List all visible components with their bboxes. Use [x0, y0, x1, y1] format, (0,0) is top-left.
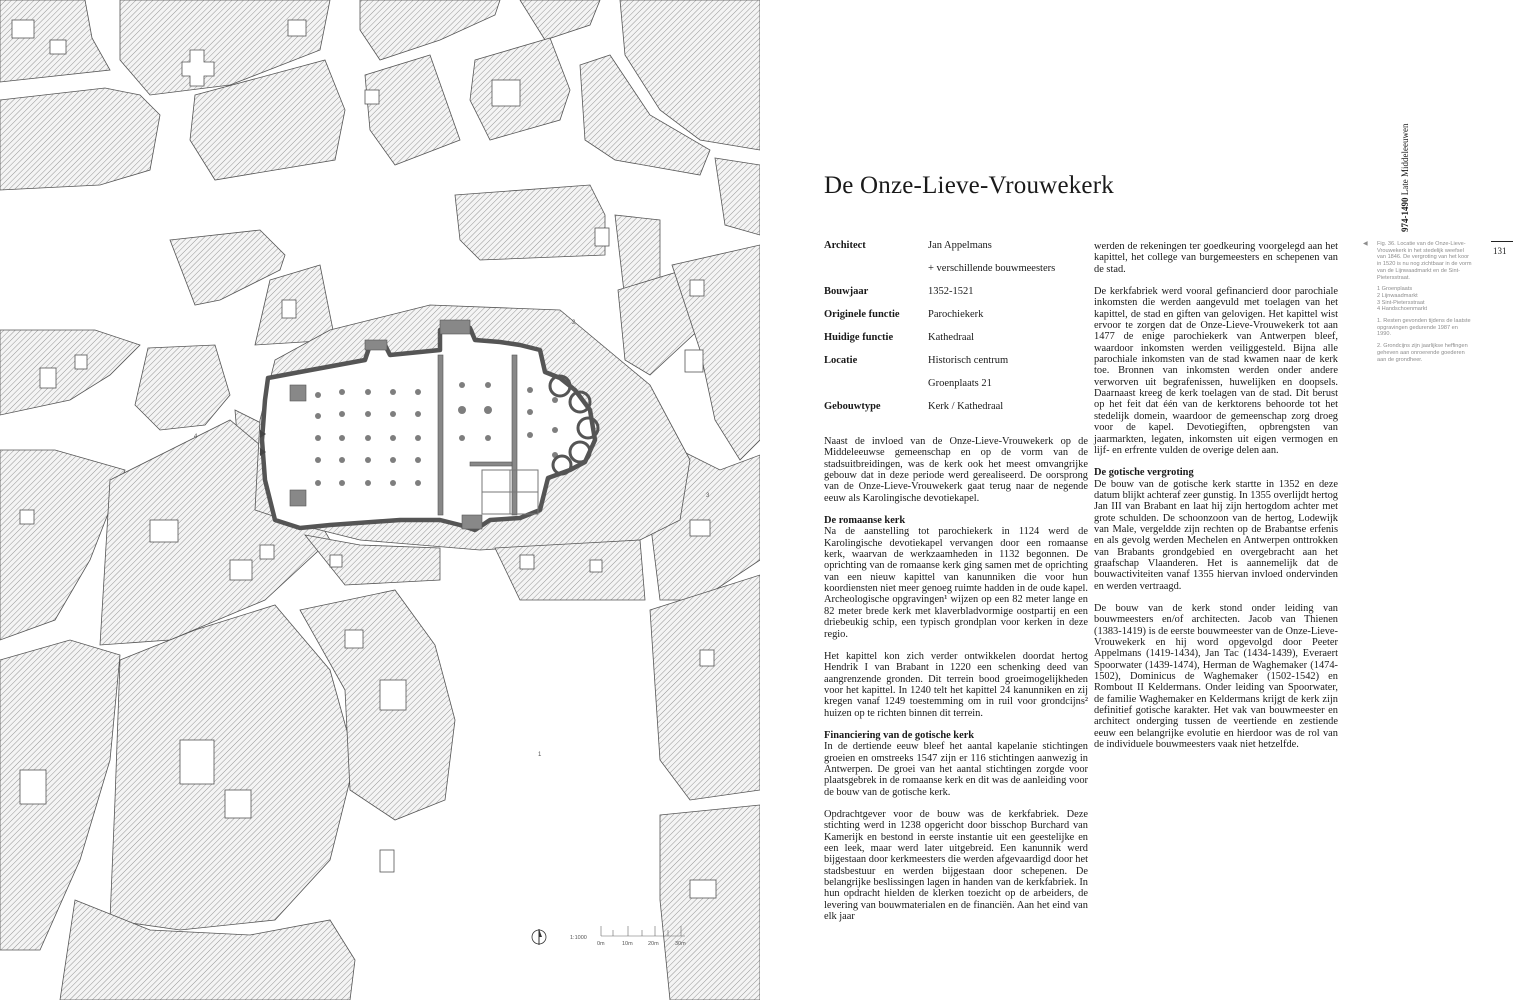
city-block — [520, 0, 600, 40]
city-block — [715, 158, 760, 235]
map-legend — [1377, 286, 1473, 313]
courtyard — [330, 555, 342, 567]
courtyard — [590, 560, 602, 572]
courtyard — [40, 368, 56, 388]
running-head — [1400, 52, 1410, 232]
city-block — [660, 805, 760, 1000]
paragraph-financiering-kerkfabriek: De kerkfabriek werd vooral gefinancierd door parochiale inkomsten die werden aangevuld met toelagen van het kapittel, de stad en giften van gelovigen. Het kapittel wist ervoor te zorgen dat de Onze-Lieve-Vrouwekerk tot aan 1477 de enige parochiekerk van Antwerpen bleef, waardoor inkomsten werden veiliggesteld. Bijna alle parochiale inkomsten van de stad kwamen naar de kerk toe. Bronnen van inkomsten werden onder andere verworven uit begrafenissen, huwelijken en doopsels. Daarnaast kreeg de kerk toelagen van de stad. Dit berust op het feit dat één van de kerktorens behoorde tot het stedelijk domein, waardoor de gemeenschap zorg droeg voor de kapel. Devotiegiften, opbrengsten van jaarmarkten, legaten, inkomsten uit eigen vermogen en lijf- en erfrente vulden de overige delen aan. — [1094, 286, 1338, 456]
courtyard — [282, 300, 296, 318]
scale-tick-30: 30m — [675, 941, 686, 947]
city-block — [650, 575, 760, 800]
spec-row-architect — [824, 240, 1074, 263]
courtyard — [230, 560, 252, 580]
scale-tick-0: 0m — [597, 941, 605, 947]
courtyard — [260, 545, 274, 559]
sidenotes — [1363, 241, 1473, 368]
courtyard — [520, 555, 534, 569]
spec-value: Kathedraal — [928, 332, 975, 343]
courtyard — [700, 650, 714, 666]
city-block — [0, 88, 160, 190]
spec-row-architect-extra — [824, 263, 1074, 286]
spec-value: Groenplaats 21 — [928, 378, 992, 389]
running-head-period: 974-1490 — [1400, 197, 1410, 232]
spec-table — [824, 240, 1074, 424]
courtyard — [150, 520, 178, 542]
courtyard — [20, 510, 34, 524]
spec-row-bouwjaar — [824, 286, 1074, 309]
spec-row-locatie — [824, 355, 1074, 378]
heading-romaanse-kerk: De romaanse kerk — [824, 515, 906, 527]
page-title: De Onze-Lieve-Vrouwekerk — [824, 172, 1114, 199]
city-block — [0, 640, 120, 950]
spec-value: Jan Appelmans — [928, 240, 992, 251]
city-block — [110, 605, 355, 930]
spec-label: Originele functie — [824, 309, 900, 320]
spec-row-gebouwtype — [824, 401, 1074, 424]
scale-tick-20: 20m — [648, 941, 659, 947]
legend-item: 3 Sint-Pietersstraat — [1377, 299, 1425, 306]
city-block — [360, 0, 500, 60]
courtyard — [492, 80, 520, 106]
page-number: 131 — [1493, 246, 1507, 256]
spec-value: Historisch centrum — [928, 355, 1009, 366]
city-block — [495, 540, 645, 600]
paragraph-bouwmeesters: De bouw van de kerk stond onder leiding van bouwmeesters en/of architecten. Jacob van Thienen (1383-1419) is de eerste bouwmeester van de Onze-Lieve-Vrouwekerk en hij word opgevolgd door Peeter Appelmans (1419-1434), Jan Tac (1434-1439), Everaert Spoorwater (1439-1474), Herman de Waghemaker (1474-1502), Dominicus de Waghemaker (1502-1542) en Rombout II Keldermans. Onder leiding van Spoorwater, de familie Waghemaker en Keldermans krijgt de kerk zijn definitief gotische karakter. Het vak van bouwmeester en architect onderging tussen de veertiende en zestiende eeuw een belangrijke evolutie en hierdoor was de rol van de individuele bouwmeesters vaak niet hetzelfde. — [1094, 602, 1338, 751]
spec-value: 1352-1521 — [928, 286, 974, 297]
city-block — [455, 185, 605, 260]
footnote-2: 2. Grondcijns zijn jaarlijkse heffingen geheven aan onroerende goederen aan de grondheer. — [1377, 343, 1468, 363]
spec-label: Bouwjaar — [824, 286, 869, 297]
courtyard — [690, 520, 710, 536]
courtyard — [345, 630, 363, 648]
legend-item: 4 Handschoenmarkt — [1377, 306, 1428, 313]
courtyard — [690, 280, 704, 296]
spec-value: + verschillende bouwmeesters — [928, 263, 1056, 274]
scale-tick-10: 10m — [622, 941, 633, 947]
paragraph-kapittel: Het kapittel kon zich verder ontwikkelen doordat hertog Hendrik I van Brabant in 1220 een schenking deed van aangrenzende gronden. Dit terrein bood groeimogelijkheden voor het kapittel. In 1240 telt het kapittel 24 kanunniken en zij kregen vanaf 1249 toestemming om in ruil voor grondcijns² huizen op te richten binnen dit terrein. — [824, 650, 1088, 719]
paragraph-kerkfabriek: Opdrachtgever voor de bouw was de kerkfabriek. Deze stichting werd in 1238 opgericht door bisschop Burchard van Kamerijk en bestond in eerste instantie uit een geestelijke en een leek, maar werd later uitgebreid. Een kanunnik werd bijgestaan door kerkmeesters die werden afgevaardigd door het stadsbestuur en werden bijgestaan door schepenen. De belangrijke beslissingen lagen in handen van de kerkfabriek. In hun opdracht hielden de klerken toezicht op de arbeiders, de levering van bouwmaterialen en de financiën. Aan het eind van elk jaar — [824, 808, 1088, 923]
legend-item: 2 Lijnwaadmarkt — [1377, 292, 1418, 299]
map-label-2: 2 — [572, 320, 576, 326]
courtyard — [380, 850, 394, 872]
paragraph-rekeningen: werden de rekeningen ter goedkeuring voorgelegd aan het kapittel, het college van burgemeesters en schepenen van de stad. — [1094, 241, 1338, 275]
paragraph-gotische-vergroting: De bouw van de gotische kerk startte in 1352 en deze datum blijkt achteraf zeer gunstig. In 1355 overlijdt hertog Jan III van Brabant en laat hij zijn hertogdom achter met grote schulden. De schoonzoon van de hertog, Lodewijk van Male, vergeldde zijn rechten op de Brabantse erfenis en als gevolg werden Mechelen en Antwerpen onttrokken van Brabants grondgebied en overgebracht aan het graafschap Vlaanderen. Het is aannemelijk dat de bouwactiviteiten vanaf 1355 hiervan invloed ondervinden en werden vertraagd. — [1094, 478, 1338, 592]
heading-financiering: Financiering van de gotische kerk — [824, 729, 975, 741]
map-label-4: 4 — [194, 434, 198, 440]
spec-value: Kerk / Kathedraal — [928, 401, 1004, 412]
courtyard — [690, 880, 716, 898]
paragraph-romaanse-kerk: Na de aanstelling tot parochiekerk in 1124 werd de Karolingische devotiekapel vervangen door een romaanse kerk, waarvan de werkzaamheden in 1132 begonnen. De oprichting van de romaanse kerk ging samen met de oprichting van een nieuw kapittel van kanunniken die voor hun koordiensten niet meer genoeg ruimte hadden in de oude kapel. Archeologische opgravingen¹ wijzen op een 82 meter lange en 82 meter brede kerk met klaverbladvormige oostpartij en een driebeukig schip, een typisch grondplan voor kerken in deze regio. — [824, 526, 1088, 640]
spec-row-adres — [824, 378, 1074, 401]
city-block — [135, 345, 230, 430]
page-number-rule — [1491, 241, 1513, 242]
spec-label: Huidige functie — [824, 332, 894, 343]
courtyard — [225, 790, 251, 818]
running-head-section: Late Middeleeuwen — [1400, 123, 1410, 196]
spec-label: Gebouwtype — [824, 401, 881, 412]
body-column-right — [1094, 241, 1338, 761]
figure-caption: Fig. 36. Locatie van de Onze-Lieve-Vrouwekerk in het stedelijk weefsel van 1846. De vergroting van het koor in 1520 is nu nog zichtbaar in de vorm van de Lijnwaadmarkt en de Sint-Pietersstraat. — [1377, 241, 1472, 281]
courtyard — [685, 350, 703, 372]
spec-label: Locatie — [824, 355, 858, 366]
paragraph-intro: Naast de invloed van de Onze-Lieve-Vrouwekerk op de Middeleeuwse gemeenschap en op de vorm van de stadsuitbreidingen, was de kerk ook het meest omvangrijke gebouw dat in deze periode werd gerealiseerd. De oorsprong van de Onze-Lieve-Vrouwekerk gaat terug naar de negende eeuw als Karolingische devotiekapel. — [824, 436, 1088, 504]
spec-row-originele-functie — [824, 309, 1074, 332]
courtyard — [50, 40, 66, 54]
legend-item: 1 Groenplaats — [1377, 286, 1413, 293]
spec-label: Architect — [824, 240, 866, 251]
courtyard — [20, 770, 46, 804]
north-arrow — [532, 929, 546, 945]
courtyard — [180, 740, 214, 784]
city-block — [0, 330, 140, 415]
courtyard — [12, 20, 34, 38]
heading-gotische-vergroting: De gotische vergroting — [1094, 467, 1194, 479]
paragraph-financiering: In de dertiende eeuw bleef het aantal kapelanie stichtingen groeien en omstreeks 1547 zijn er 116 stichtingen aanwezig in Antwerpen. De groei van het aantal stichtingen zorgde voor plaatsgebrek in de romaanse kerk en dit was de aanleiding voor de bouw van de gotische kerk. — [824, 741, 1088, 798]
courtyard — [380, 680, 406, 710]
scale-ratio: 1:1000 — [570, 935, 587, 941]
courtyard — [365, 90, 379, 104]
map-label-3: 3 — [706, 493, 710, 499]
map-label-1: 1 — [538, 752, 542, 758]
courtyard — [288, 20, 306, 36]
city-block — [365, 55, 460, 165]
caption-arrow-icon: ◀ — [1363, 241, 1368, 247]
spec-value: Parochiekerk — [928, 309, 984, 320]
spec-row-huidige-functie — [824, 332, 1074, 355]
courtyard — [75, 355, 87, 369]
body-column-left — [824, 436, 1088, 933]
courtyard — [595, 228, 609, 246]
footnote-1: 1. Resten gevonden tijdens de laatste opgravingen gedurende 1987 en 1990. — [1377, 318, 1471, 338]
